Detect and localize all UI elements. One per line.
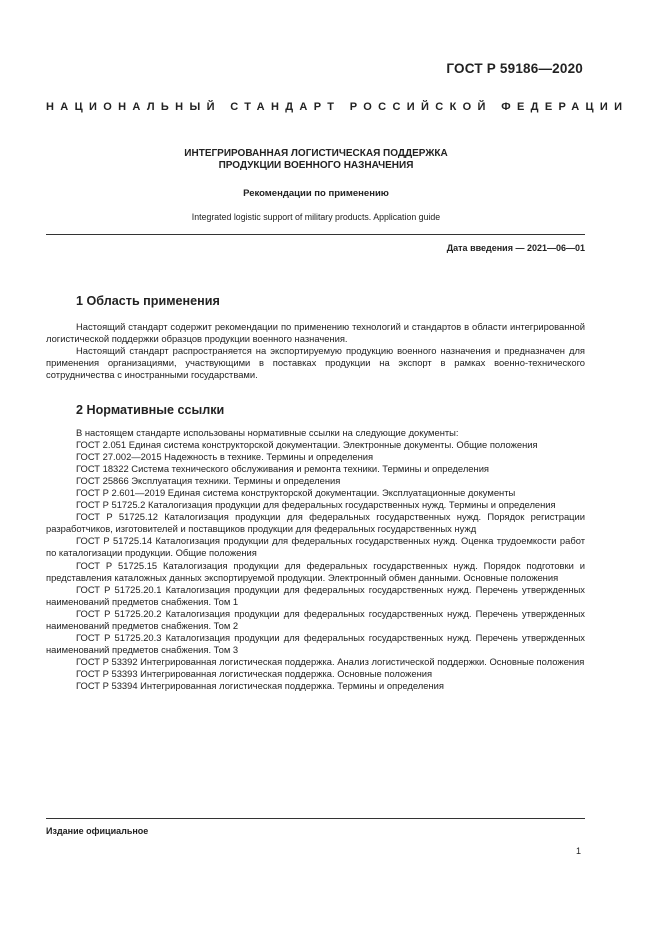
section-1-body <box>46 321 585 381</box>
reference-item: ГОСТ 25866 Эксплуатация техники. Термины и определения <box>76 475 341 487</box>
reference-item: ГОСТ 2.051 Единая система конструкторской документации. Электронные документы. Общие положения <box>76 439 538 451</box>
reference-item: ГОСТ Р 51725.15 Каталогизация продукции для федеральных государственных нужд. Порядок подготовки и представления каталожных данных экспортируемой продукции. Электронный обмен данными. Основные положения <box>46 559 585 583</box>
official-edition-label: Издание официальное <box>46 826 149 836</box>
reference-item: ГОСТ Р 51725.14 Каталогизация продукции для федеральных государственных нужд. Оценка трудоемкости работ по каталогизации продукции. Общие положения <box>46 535 585 559</box>
reference-item: ГОСТ Р 53393 Интегрированная логистическая поддержка. Основные положения <box>76 667 433 679</box>
reference-item: ГОСТ Р 51725.20.2 Каталогизация продукции для федеральных государственных нужд. Перечень утвержденных наименований предметов снабжения. Том 2 <box>46 607 585 631</box>
reference-item: ГОСТ Р 51725.12 Каталогизация продукции для федеральных государственных нужд. Порядок регистрации разработчиков, изготовителей и поставщиков продукции для федеральных государственных нужд <box>46 511 585 535</box>
english-title: Integrated logistic support of military products. Application guide <box>191 212 441 222</box>
header-divider <box>46 234 585 235</box>
page-number: 1 <box>575 846 581 856</box>
reference-item: ГОСТ 27.002—2015 Надежность в технике. Термины и определения <box>76 451 374 463</box>
title-line-2: ПРОДУКЦИИ ВОЕННОГО НАЗНАЧЕНИЯ <box>218 160 414 171</box>
paragraph: В настоящем стандарте использованы нормативные ссылки на следующие документы: <box>76 427 459 438</box>
paragraph: Настоящий стандарт распространяется на экспортируемую продукцию военного назначения и предназначен для применения организациями, участвующими в поставках продукции на экспорт в рамках военно-технического сотрудничества с иностранными государствами. <box>46 345 585 381</box>
standard-code: ГОСТ Р 59186—2020 <box>446 61 583 76</box>
reference-item: ГОСТ Р 53394 Интегрированная логистическая поддержка. Термины и определения <box>76 679 444 691</box>
reference-item: ГОСТ 18322 Система технического обслуживания и ремонта техники. Термины и определения <box>76 463 490 475</box>
reference-item: ГОСТ Р 51725.2 Каталогизация продукции для федеральных государственных нужд. Термины и определения <box>76 499 556 511</box>
introduction-date: Дата введения — 2021—06—01 <box>446 243 585 253</box>
section-2-heading: 2 Нормативные ссылки <box>76 403 225 417</box>
reference-item: ГОСТ Р 51725.20.3 Каталогизация продукции для федеральных государственных нужд. Перечень утвержденных наименований предметов снабжения. Том 3 <box>46 631 585 655</box>
document-title <box>46 148 586 172</box>
title-line-1: ИНТЕГРИРОВАННАЯ ЛОГИСТИЧЕСКАЯ ПОДДЕРЖКА <box>184 148 448 159</box>
section-1-heading: 1 Область применения <box>76 294 220 308</box>
footer-divider <box>46 818 585 819</box>
reference-item: ГОСТ Р 2.601—2019 Единая система конструкторской документации. Эксплуатационные документы <box>76 487 516 499</box>
paragraph: Настоящий стандарт содержит рекомендации по применению технологий и стандартов в области интегрированной логистической поддержки образцов продукции военного назначения. <box>46 321 585 345</box>
national-standard-banner: НАЦИОНАЛЬНЫЙ СТАНДАРТ РОССИЙСКОЙ ФЕДЕРАЦИИ <box>46 101 629 113</box>
section-2-body <box>46 427 585 692</box>
reference-item: ГОСТ Р 53392 Интегрированная логистическая поддержка. Анализ логистической поддержки. Основные положения <box>76 655 585 667</box>
document-subtitle: Рекомендации по применению <box>243 188 389 199</box>
reference-item: ГОСТ Р 51725.20.1 Каталогизация продукции для федеральных государственных нужд. Перечень утвержденных наименований предметов снабжения. Том 1 <box>46 583 585 607</box>
